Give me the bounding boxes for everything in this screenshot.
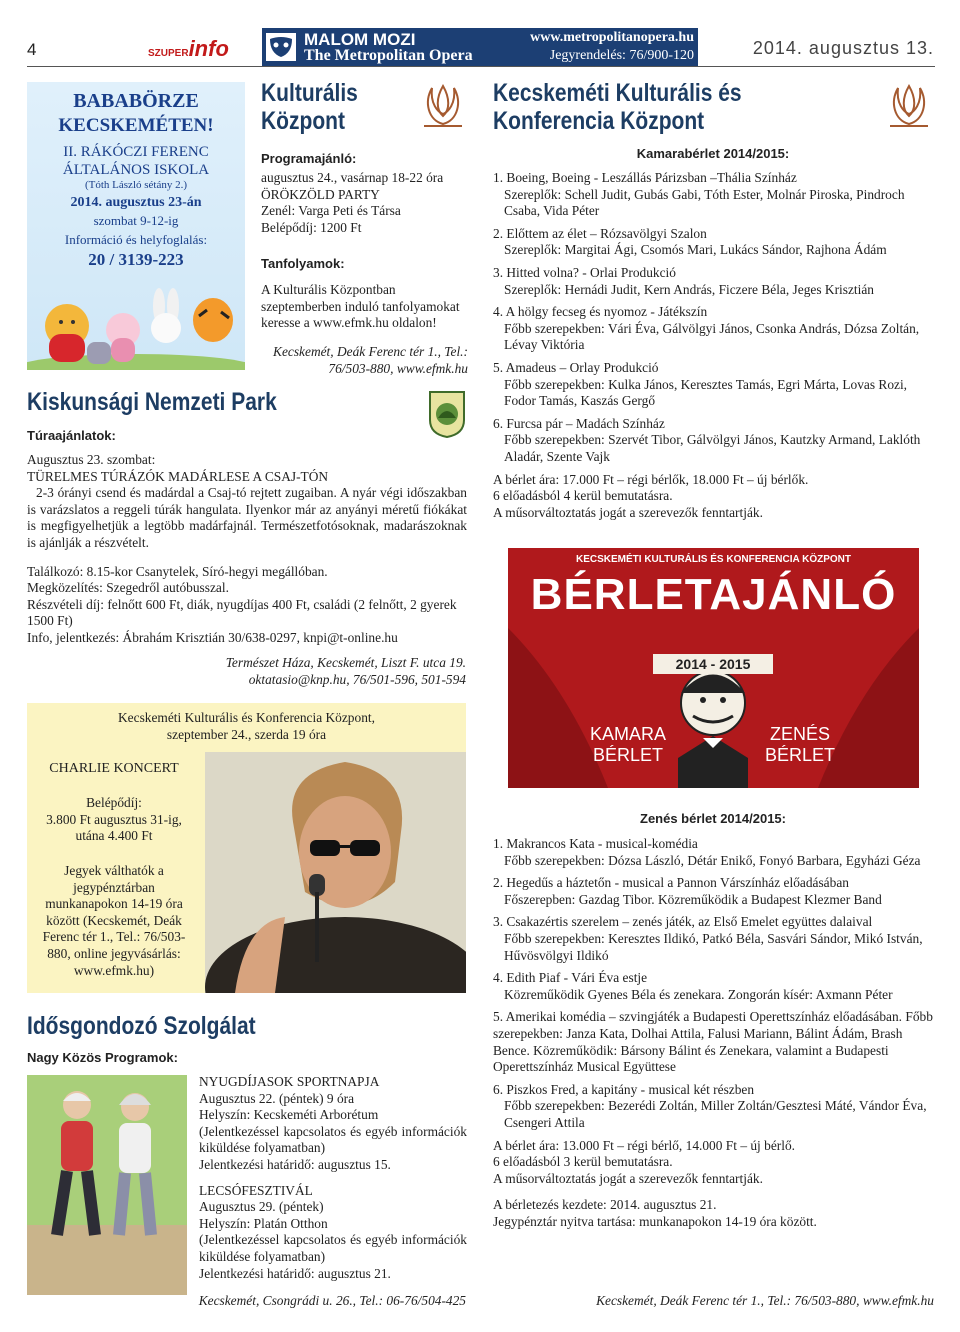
charlie-header-2: szeptember 24., szerda 19 óra — [166, 726, 327, 742]
banner-kamara-2: BÉRLET — [592, 745, 664, 765]
kamara-items — [493, 170, 933, 466]
kulturalis-title-1: Kulturális — [261, 79, 358, 107]
kiskunsag-address — [190, 655, 466, 688]
banner-top-text: KECSKEMÉTI KULTURÁLIS ÉS KONFERENCIA KÖZPONT — [575, 554, 851, 565]
poster-l1: BABABÖRZE — [73, 90, 199, 112]
banner-url[interactable]: www.metropolitanopera.hu — [530, 30, 694, 45]
kamara-item-cast: Főbb szerepekben: Kulka János, Keresztes Tamás, Egri Márta, Lovas Rozi, Fodor Tamás, Kaszás Gergő — [504, 376, 908, 409]
header-rule — [27, 66, 935, 67]
bababorze-poster — [27, 82, 245, 370]
cartoon-characters-illustration — [27, 272, 245, 370]
zenes-item — [493, 875, 933, 908]
berletajanlo-banner — [508, 548, 919, 788]
kamara-item-cast: Szereplők: Margitai Ági, Csomós Mari, Lukács Sándor, Rajhona Ádám — [504, 242, 887, 258]
program-music: Zenél: Varga Peti és Társa — [261, 203, 401, 219]
kamara-item-title: 1. Boeing, Boeing - Leszállás Párizsban –Thália Színház — [493, 170, 797, 185]
kiskunsag-address-2: oktatasio@knp.hu, 76/501-596, 501-594 — [248, 671, 466, 687]
zenes-list — [493, 836, 933, 1230]
banner-kamara — [578, 724, 678, 766]
zenes-item-cast: Közreműködik Gyenes Béla és zenekara. Zongorán kísér: Axmann Péter — [504, 986, 893, 1002]
elderly-couple-photo — [27, 1075, 187, 1295]
charlie-fee-label: Belépődíj: — [86, 795, 142, 810]
zenes-item — [493, 914, 933, 964]
zenes-item — [493, 970, 933, 1003]
kiskunsag-sub: Túraajánlatok: — [27, 428, 116, 443]
idos-address: Kecskemét, Csongrádi u. 26., Tel.: 06-76/504-425 — [198, 1293, 466, 1308]
banner-subtitle: The Metropolitan Opera — [304, 47, 473, 64]
brand-logo-b: info — [188, 36, 229, 61]
program-fee: Belépődíj: 1200 Ft — [261, 219, 362, 235]
kulturalis-course-label: Tanfolyamok: — [261, 256, 345, 271]
kamara-item-title: 5. Amadeus – Orlay Produkció — [493, 359, 659, 375]
kamara-item-title: 3. Hitted volna? - Orlai Produkció — [493, 264, 676, 280]
zenes-item — [493, 1082, 933, 1132]
kamara-discount: 6 előadásból 4 kerül bemutatásra. — [493, 488, 673, 504]
event1-title: NYUGDÍJASOK SPORTNAPJA — [199, 1074, 380, 1089]
program-name: ÖRÖKZÖLD PARTY — [261, 186, 380, 202]
zenes-rights: A műsorváltoztatás jogát a szerevezők fenntartják. — [493, 1170, 763, 1186]
zenes-price: A bérlet ára: 13.000 Ft – régi bérlő, 14.000 Ft – új bérlő. — [493, 1137, 795, 1153]
zenes-item-cast: Főbb szerepekben: Bezerédi Zoltán, Miller Zoltán/Gesztesi Máté, Vándor Éva, Csengeri Attila — [504, 1098, 927, 1130]
poster-l7: szombat 9-12-ig — [93, 213, 179, 228]
kamara-item — [493, 170, 933, 220]
cashier-hours: Jegypénztár nyitva tartása: munkanapokon 14-19 óra között. — [493, 1213, 817, 1229]
tour-access: Megközelítés: Szegedről autóbusszal. — [27, 580, 229, 596]
poster-l6: 2014. augusztus 23-án — [70, 195, 202, 210]
idos-sub: Nagy Közös Programok: — [27, 1050, 178, 1065]
poster-l4: ÁLTALÁNOS ISKOLA — [62, 162, 210, 178]
idos-events — [199, 1074, 467, 1282]
mask-icon — [266, 33, 296, 61]
issue-date: 2014. augusztus 13. — [752, 38, 934, 58]
banner-year: 2014 - 2015 — [653, 654, 773, 674]
event1-place: Helyszín: Kecskeméti Arborétum — [199, 1107, 379, 1123]
kkk-address: Kecskemét, Deák Ferenc tér 1., Tel.: 76/503-880, www.efmk.hu — [596, 1293, 934, 1308]
event2-note: (Jelentkezéssel kapcsolatos és egyéb információk kiküldése folyamatban) — [199, 1232, 467, 1264]
poster-l8: Információ és helyfoglalás: — [64, 232, 208, 247]
charlie-tickets: Jegyek válthatók a jegypénztárban munkanapokon 14-19 óra között (Kecskemét, Deák Ferenc tér 1., Tel.: 76/503-880, online jegyvásárlás: www.efmk.hu) — [42, 863, 186, 978]
charlie-fee — [33, 795, 195, 845]
kamara-item-title: 4. A hölgy fecseg és nyomoz - Játékszín — [493, 304, 708, 320]
subscription-start: A bérletezés kezdete: 2014. augusztus 21. — [493, 1197, 717, 1213]
kiskunsag-address-1: Természet Háza, Kecskemét, Liszt F. utca 19. — [225, 655, 466, 670]
kiskunsag-title: Kiskunsági Nemzeti Park — [27, 388, 277, 416]
event1-date: Augusztus 22. (péntek) 9 óra — [199, 1090, 355, 1106]
zenes-label: Zenés bérlet 2014/2015: — [640, 811, 786, 826]
zenes-item-cast: Főbb szerepekben: Keresztes Ildikó, Patkó Béla, Sasvári Sándor, Mikó István, Hűvösvölgyi Ildikó — [504, 930, 923, 963]
kamara-rights: A műsorváltoztatás jogát a szerevezők fenntartják. — [493, 504, 763, 520]
zenes-items — [493, 836, 933, 1132]
poster-l5: (Tóth László sétány 2.) — [84, 179, 188, 191]
event2-date: Augusztus 29. (péntek) — [199, 1199, 324, 1215]
banner-zenes-1: ZENÉS — [769, 724, 830, 744]
zenes-item — [493, 836, 933, 869]
event1-deadline: Jelentkezési határidő: augusztus 15. — [199, 1156, 391, 1172]
kamara-item — [493, 416, 933, 466]
kamara-price: A bérlet ára: 17.000 Ft – régi bérlők, 18.000 Ft – új bérlők. — [493, 471, 809, 487]
kamara-item-cast: Szereplők: Schell Judit, Gubás Gabi, Tóth Ester, Molnár Piroska, Pindroch Csaba, Vida Péter — [504, 186, 905, 219]
banner-zenes — [750, 724, 850, 766]
idos-title: Idősgondozó Szolgálat — [27, 1012, 256, 1040]
zenes-item-title: 2. Hegedűs a háztetőn - musical a Pannon Várszínház előadásában — [493, 875, 849, 891]
zenes-item-cast: Főbb szerepekben: Dózsa László, Détár Enikő, Fonyó Barbara, Egyházi Géza — [504, 852, 921, 868]
banner-title: MALOM MOZI — [304, 30, 416, 49]
zenes-item-title: 1. Makrancos Kata - musical-komédia — [493, 836, 698, 851]
kamara-item-title: 6. Furcsa pár – Madách Színház — [493, 415, 665, 431]
kamara-item-cast: Főbb szerepekben: Vári Éva, Gálvölgyi János, Csonka András, Dózsa Zoltán, Lévay Viktória — [504, 320, 920, 353]
page-number: 4 — [27, 40, 37, 59]
event2-place: Helyszín: Platán Otthon — [199, 1215, 328, 1231]
brand-logo — [148, 36, 229, 62]
charlie-header-1: Kecskeméti Kulturális és Konferencia Központ, — [118, 710, 375, 725]
event2-title: LECSÓFESZTIVÁL — [199, 1182, 313, 1198]
zenes-item — [493, 1009, 933, 1075]
kkk-title-1: Kecskeméti Kulturális és — [493, 79, 742, 107]
poster-l2: KECSKEMÉTEN! — [58, 115, 214, 136]
kulturalis-title-2: Központ — [261, 107, 345, 135]
flame-logo-icon — [418, 82, 468, 128]
kamara-item — [493, 265, 933, 298]
zenes-item-title: 3. Csakazértis szerelem – zenés játék, az Első Emelet együttes dalaival — [493, 914, 873, 930]
zenes-item-title: 4. Edith Piaf - Vári Éva estje — [493, 970, 648, 986]
event1-note: (Jelentkezéssel kapcsolatos és egyéb információk kiküldése folyamatban) — [199, 1123, 467, 1156]
kulturalis-course-text: A Kulturális Központban szeptemberben induló tanfolyamokat keresse a www.efmk.hu oldalon! — [261, 282, 460, 331]
brand-logo-a: SZUPER — [148, 48, 189, 59]
kamara-item — [493, 360, 933, 410]
kamara-item-cast: Főbb szerepekben: Szervét Tibor, Gálvölgyi János, Kautzky Armand, Laklóth Aladár, Szente Vajk — [504, 432, 921, 464]
zenes-item-title: 6. Piszkos Fred, a kapitány - musical két részben — [493, 1081, 755, 1097]
tour-fee: Részvételi díj: felnőtt 600 Ft, diák, nyugdíjas 400 Ft, családi (2 felnőtt, 2 gyerek 1500 Ft) — [27, 596, 457, 629]
kamara-list — [493, 170, 933, 521]
kulturalis-program-label: Programajánló: — [261, 151, 357, 166]
kamara-item-title: 2. Előttem az élet – Rózsavölgyi Szalon — [493, 225, 707, 241]
tour-desc: 2-3 órányi csend és madárdal a Csaj-tó rejtett zugaiban. A nyár végi időszakban is varázslatos a reggeli túrák hangulata. Ilyenkor már az anyányi méretű fiókákat is megfigyelhetjük a legtöbb madárfajnál. Természetfotósoknak, madarászoknak is ajánlják a részvételt. — [27, 485, 467, 550]
charlie-title: CHARLIE KONCERT — [49, 761, 179, 776]
tour-meet: Találkozó: 8.15-kor Csanytelek, Síró-hegyi megállóban. — [27, 563, 328, 579]
tour-info: Info, jelentkezés: Ábrahám Krisztián 30/638-0297, knpi@t-online.hu — [27, 629, 398, 645]
banner-phone: Jegyrendelés: 76/900-120 — [549, 48, 694, 63]
banner-zenes-2: BÉRLET — [764, 745, 836, 765]
zenes-discount: 6 előadásból 3 kerül bemutatásra. — [493, 1154, 673, 1170]
tour-name: TÜRELMES TÚRÁZÓK MADÁRLESE A CSAJ-TÓN — [27, 468, 329, 484]
charlie-header — [27, 710, 466, 743]
tour-date: Augusztus 23. szombat: — [27, 452, 156, 467]
singer-photo — [205, 752, 466, 993]
banner-main-text: BÉRLETAJÁNLÓ — [530, 570, 897, 619]
event2-deadline: Jelentkezési határidő: augusztus 21. — [199, 1265, 391, 1281]
opera-banner — [262, 28, 698, 66]
charlie-fee-2: utána 4.400 Ft — [75, 828, 153, 844]
kamara-item — [493, 226, 933, 259]
kamara-item-cast: Szereplők: Hernádi Judit, Kern András, Ficzere Béla, Jeges Krisztián — [504, 281, 874, 297]
national-park-emblem-icon — [428, 390, 466, 438]
flame-logo-icon-2 — [884, 82, 934, 128]
poster-l9: 20 / 3139-223 — [88, 250, 184, 269]
kulturalis-address: Kecskemét, Deák Ferenc tér 1., Tel.: 76/503-880, www.efmk.hu — [273, 344, 468, 376]
kulturalis-program — [261, 170, 471, 236]
zenes-item-cast: Főszerepben: Gazdag Tibor. Közreműködik a Budapest Klezmer Band — [504, 891, 882, 907]
kamara-label: Kamarabérlet 2014/2015: — [636, 146, 790, 161]
program-date: augusztus 24., vasárnap 18-22 óra — [261, 170, 444, 185]
kamara-item — [493, 304, 933, 354]
charlie-fee-1: 3.800 Ft augusztus 31-ig, — [46, 811, 182, 827]
poster-l3: II. RÁKÓCZI FERENC — [63, 144, 209, 160]
banner-kamara-1: KAMARA — [589, 724, 667, 744]
zenes-item-title: 5. Amerikai komédia – szvingjáték a Budapesti Operettszínház előadásában. Főbb szerepekben: Janza Kata, Dolhai Attila, Falusi Mariann, Bálint Ádám, Brash Bence. Közreműködik: Bársony Bálint és Zenekara, valamint a Budapesti Operettszínház Musical Együttese — [493, 1009, 933, 1075]
kkk-title-2: Konferencia Központ — [493, 107, 705, 135]
kiskunsag-body — [27, 452, 467, 647]
charlie-concert-box — [27, 703, 466, 993]
